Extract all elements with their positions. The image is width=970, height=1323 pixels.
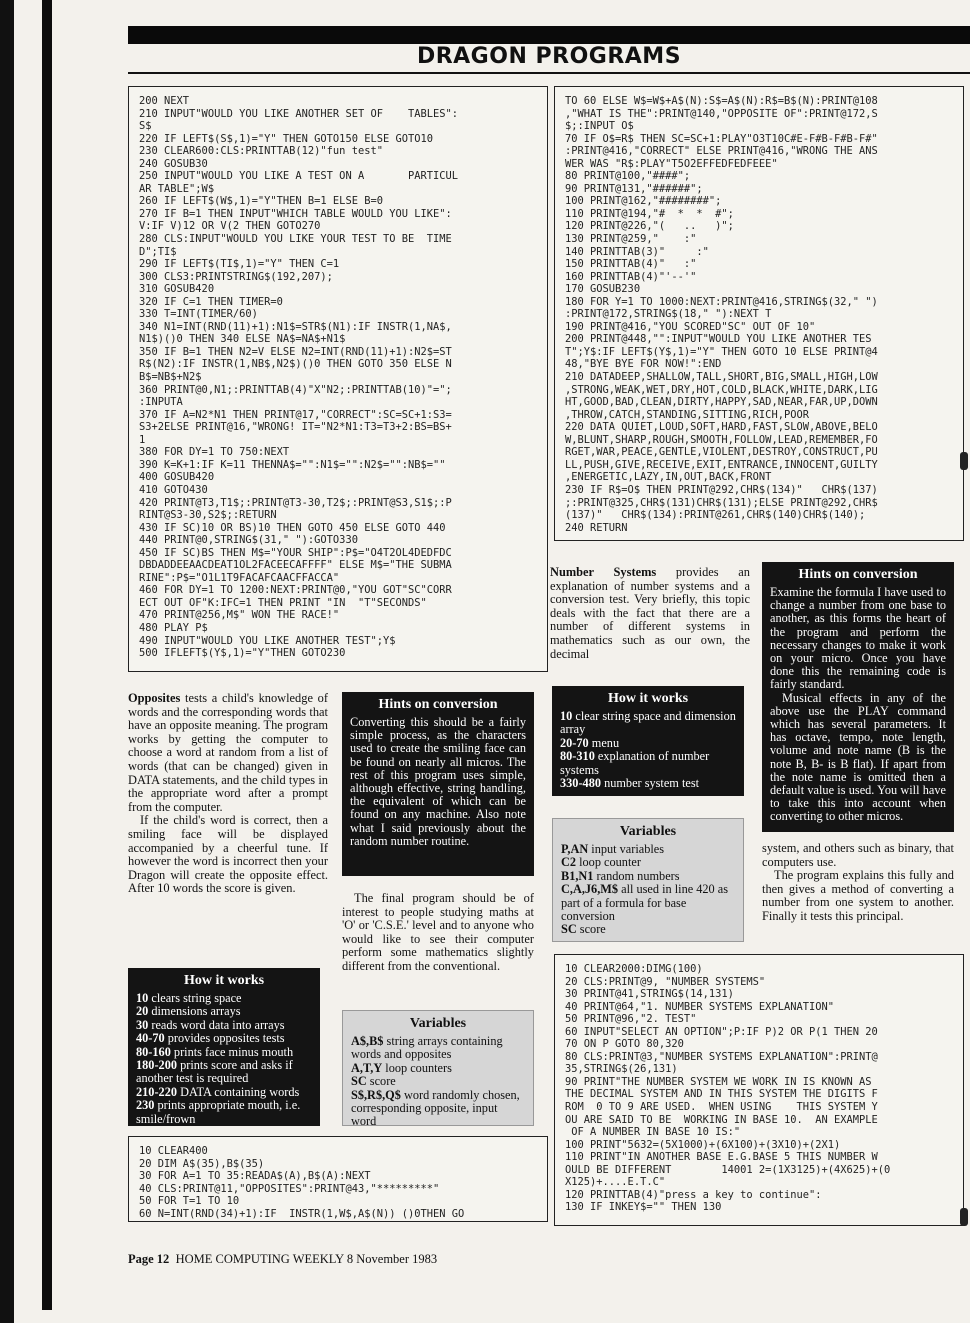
code-line: 30 PRINT@41,STRING$(14,131) [565,988,734,1001]
code-line: 140 PRINTTAB(3)" :" [565,245,709,258]
code-line: 50 FOR T=1 TO 10 [139,1195,240,1208]
page-edge-mark [960,452,968,470]
code-line: 310 GOSUB420 [139,283,215,296]
how-it-works-title: How it works [183,973,265,988]
code-line: 230 IF R$=O$ THEN PRINT@292,CHR$(134)" CHR$(137) [565,483,878,496]
code-line: OULD BE DIFFERENT 14001 2=(1X3125)+(4X625)+(0 [565,1163,891,1176]
code-line: 240 GOSUB30 [139,157,208,170]
code-line: 90 PRINT"THE NUMBER SYSTEM WE WORK IN IS KNOWN AS [565,1075,872,1088]
box-line: S$,R$,Q$ word randomly chosen, corresponding opposite, input word [351,1087,520,1129]
number-systems-para-1: provides an explanation of number systems and a conversion test. Very briefly, this topic deals with the fact that there are a number of different systems in mathematics such as our own, the decimal [550,565,750,661]
code-line: 280 CLS:INPUT"WOULD YOU LIKE YOUR TEST TO BE TIME [139,233,452,246]
code-line: 350 IF B=1 THEN N2=V ELSE N2=INT(RND(11)+1):N2$=ST [139,345,452,358]
code-line: ,STRONG,WEAK,WET,DRY,HOT,COLD,BLACK,WHITE,DARK,LIG [565,383,878,396]
code-line: 10 CLEAR2000:DIMG(100) [565,963,703,975]
number-systems-article [550,566,750,661]
code-line: 430 IF SC)10 OR BS)10 THEN GOTO 450 ELSE GOTO 440 [139,521,446,534]
code-line: 480 PLAY P$ [139,621,208,634]
code-line: 370 IF A=N2*N1 THEN PRINT@17,"CORRECT":SC=SC+1:S3= [139,408,452,421]
code-line: 500 IFLEFT$(Y$,1)="Y"THEN GOTO230 [139,647,346,660]
code-line: :INPUTA [139,396,183,409]
box-line: C,A,J6,M$ all used in line 420 as part of a formula for base conversion [561,882,729,924]
code-line: 210 INPUT"WOULD YOU LIKE ANOTHER SET OF TABLES": [139,107,459,120]
code-line: 340 N1=INT(RND(11)+1):N1$=STR$(N1):IF INSTR(1,NA$, [139,320,452,333]
code-line: W,BLUNT,SHARP,ROUGH,SMOOTH,FOLLOW,LEAD,REMEMBER,FO [565,433,878,446]
code-line: ,THROW,CATCH,STANDING,SITTING,RICH,POOR [565,408,809,421]
code-line: 460 FOR DY=1 TO 1200:NEXT:PRINT@0,"YOU GOT"SC"CORR [139,584,452,597]
final-program-para: The final program should be of interest to people studying maths at 'O' or 'C.S.E.' level and to anyone who would like to see their computer perform some mathematics slightly different from the conventional. [342,891,534,973]
code-line: 100 PRINT@162,"########"; [565,195,722,208]
code-line: ;:PRINT@325,CHR$(131)CHR$(131);ELSE PRINT@292,CHR$ [565,496,878,509]
code-line: B$=NB$+N2$ [139,371,202,384]
code-line: 440 PRINT@0,STRING$(31," "):GOTO330 [139,534,358,547]
code-line: 110 PRINT@194,"# * * #"; [565,207,734,220]
code-line: LL,PUSH,GIVE,RECEIVE,EXIT,ENTRANCE,INNOCENT,GUILTY [565,458,878,471]
code-line: S3+2ELSE PRINT@16,"WRONG! IT="N2*N1:T3=T3+2:BS=BS+ [139,421,452,434]
code-line: AR TABLE";W$ [139,182,215,195]
code-line: 250 INPUT"WOULD YOU LIKE A TEST ON A PARTICUL [139,170,459,183]
code-line: 220 IF LEFT$(S$,1)="Y" THEN GOTO150 ELSE GOTO10 [139,132,434,145]
box-line: P,AN input variables [561,842,665,856]
hints-number-text: Examine the formula I have used to change a number from one base to another, as this forms the heart of the program and perform the necessary changes to make it work on your micro. Once you have done this the remaining code is fairly standard. [770,585,946,692]
code-line: 130 IF INKEY$="" THEN 130 [565,1201,722,1214]
number-systems-lead: Number Systems [550,565,657,579]
code-line: 70 IF O$=R$ THEN SC=SC+1:PLAY"O3T10C#E-F#B-F#B-F#" [565,132,878,145]
opposites-article [128,692,328,896]
code-line: :PRINT@172,STRING$(18," "):NEXT T [565,308,772,321]
header-rule [128,72,970,74]
code-line: 80 PRINT@100,"####"; [565,170,691,183]
box-line: 10 clear string space and dimension array [560,709,736,737]
hints-conversion-number-box [762,562,954,832]
code-line: 120 PRINT@226,"( .. )"; [565,220,734,233]
final-program-text [342,892,534,974]
code-line: R$(N2):IF INSTR(1,NB$,N2$)()0 THEN GOTO 350 ELSE N [139,358,452,371]
code-line: 380 FOR DY=1 TO 750:NEXT [139,446,290,459]
code-line: 270 IF B=1 THEN INPUT"WHICH TABLE WOULD YOU LIKE": [139,207,452,220]
code-line: S$ [139,120,152,133]
code-line: 210 DATADEEP,SHALLOW,TALL,SHORT,BIG,SMALL,HIGH,LOW [565,371,878,384]
code-line: 490 INPUT"WOULD YOU LIKE ANOTHER TEST";Y$ [139,634,396,647]
variables-number-box [552,818,744,942]
code-line: ECT OUT OF"K:IFC=1 THEN PRINT "IN "T"SECONDS" [139,596,427,609]
code-line: 10 CLEAR400 [139,1145,208,1157]
how-it-works-opposites-box [128,968,320,1126]
opposites-lead: Opposites [128,691,181,705]
page-footer [128,1252,437,1267]
box-line: B1,N1 random numbers [561,868,680,883]
code-line: $;:INPUT O$ [565,120,634,133]
code-listing-opposites-start [128,1136,548,1222]
code-line: V:IF V)12 OR V(2 THEN GOTO270 [139,220,321,233]
code-line: ,ENERGETIC,LAZY,IN,OUT,BACK,FRONT [565,471,772,484]
code-line: ,"WHAT IS THE":PRINT@140,"OPPOSITE OF":PRINT@172,S [565,107,878,120]
magazine-page [14,0,970,1323]
opposites-para-2: If the child's word is correct, then a smiling face will be displayed accompanied by a cheerful tune. If however the word is incorrect then your Dragon will create the opposite effect. After 10 words the score is given. [128,813,328,896]
code-line: 200 NEXT [139,95,190,107]
code-listing-opposites-main [128,86,548,672]
code-line: DBDADDEEAACDEAT1OL2FACEECAFFFF" ELSE M$="THE SUBMA [139,559,452,572]
code-line: HT,GOOD,BAD,CLEAN,DIRTY,HAPPY,SAD,NEAR,FAR,UP,DOWN [565,396,878,409]
code-line: 290 IF LEFT$(TI$,1)="Y" THEN C=1 [139,258,340,271]
code-line: 1 [139,433,146,446]
box-line: 230 prints appropriate mouth, i.e. smile/frown [136,1098,301,1126]
box-line: 20-70 menu [560,735,620,750]
code-line: 220 DATA QUIET,LOUD,SOFT,HARD,FAST,SLOW,ABOVE,BELO [565,421,878,434]
code-line: RINT@S3-30,S2$;:RETURN [139,509,277,522]
box-line: A,T,Y loop counters [351,1060,452,1075]
variables-opposites-box [342,1010,534,1129]
code-line: 400 GOSUB420 [139,471,215,484]
code-line: 120 PRINTTAB(4)"press a key to continue": [565,1188,822,1201]
code-line: 330 T=INT(TIMER/60) [139,308,258,321]
code-line: T";Y$:IF LEFT$(Y$,1)="Y" THEN GOTO 10 ELSE PRINT@4 [565,345,878,358]
number-systems-continued [762,842,954,924]
code-line: RINE":P$="O1L1T9FACAFCAACFFACCA" [139,571,340,584]
binding-shadow [42,0,52,1310]
code-line: 300 CLS3:PRINTSTRING$(192,207); [139,270,333,283]
box-line: 180-200 prints score and asks if another test is required [136,1058,293,1086]
code-line: (137)" CHR$(134):PRINT@261,CHR$(140)CHR$(140); [565,509,866,522]
code-line: 190 PRINT@416,"YOU SCORED"SC" OUT OF 10" [565,320,816,333]
publication: HOME COMPUTING WEEKLY 8 November 1983 [175,1252,438,1266]
code-line: RGET,WAR,PEACE,GENTLE,VIOLENT,DESTROY,CONSTRUCT,PU [565,446,878,459]
page-title: DRAGON PROGRAMS [416,44,682,69]
code-line: 110 PRINT"IN ANOTHER BASE E.G.BASE 5 THIS NUMBER W [565,1151,878,1164]
hints-conversion-opposites-box [342,692,534,876]
code-line: 20 DIM A$(35),B$(35) [139,1157,265,1170]
code-line: ROM 0 TO 9 ARE USED. WHEN USING THIS SYSTEM Y [565,1101,878,1114]
code-line: D";TI$ [139,245,177,258]
code-line: 100 PRINT"5632=(5X1000)+(6X100)+(3X10)+(2X1) [565,1138,841,1151]
code-line: 80 CLS:PRINT@3,"NUMBER SYSTEMS EXPLANATION":PRINT@ [565,1050,878,1063]
code-line: 320 IF C=1 THEN TIMER=0 [139,295,283,308]
code-line: 150 PRINTTAB(4)" :" [565,258,697,271]
how-it-works-number-box [552,686,744,796]
code-line: THE DECIMAL SYSTEM AND IN THIS SYSTEM THE DIGITS F [565,1088,878,1101]
box-line: C2 loop counter [561,855,641,870]
box-line: 40-70 provides opposites tests [136,1031,285,1046]
code-line: 390 K=K+1:IF K=11 THENNA$="":N1$="":N2$="":NB$="" [139,458,446,471]
code-line: N1$)()0 THEN 340 ELSE NA$=NA$+N1$ [139,333,346,346]
binding-edge [0,0,14,1323]
code-line: 470 PRINT@256,M$" WON THE RACE!" [139,609,340,622]
code-line: WER WAS "R$:PLAY"T5O2EFFEDFEDFEEE" [565,157,778,170]
code-line: 260 IF LEFT$(W$,1)="Y"THEN B=1 ELSE B=0 [139,195,383,208]
code-line: OU ARE SAID TO BE WORKING IN BASE 10. AN EXAMPLE [565,1113,878,1126]
code-line: 230 CLEAR600:CLS:PRINTTAB(12)"fun test" [139,145,383,158]
code-line: 240 RETURN [565,521,628,534]
code-line: 410 GOTO430 [139,483,208,496]
code-line: OF A NUMBER IN BASE 10 IS:" [565,1126,741,1139]
code-line: 360 PRINT@0,N1;:PRINTTAB(4)"X"N2;:PRINTTAB(10)"="; [139,383,452,396]
box-line: 80-160 prints face minus mouth [136,1044,294,1059]
box-line: A$,B$ string arrays containing words and opposites [351,1034,503,1062]
code-line: 170 GOSUB230 [565,283,641,296]
box-line: SC score [351,1074,396,1089]
box-line: SC score [561,922,606,937]
code-line: 40 PRINT@64,"1. NUMBER SYSTEMS EXPLANATION" [565,1000,834,1013]
hints-number-text-2: Musical effects in any of the above use the PLAY command which has several parameters. It has octave, tempo, note length, volume and note name (B is the note B, B- is B flat). If apart from the note name is omitted then a default value is used. You will have to take this into account when converting to other micros. [770,690,946,824]
number-systems-para-2: system, and others such as binary, that computers use. [762,841,954,869]
code-line: 130 PRINT@259," :" [565,233,697,246]
code-listing-opposites-continued [554,86,964,541]
code-listing-number-systems [554,954,964,1226]
box-line: 330-480 number system test [560,776,700,791]
code-line: 420 PRINT@T3,T1$;:PRINT@T3-30,T2$;:PRINT@S3,S1$;:P [139,496,452,509]
code-line: 200 PRINT@448,"":INPUT"WOULD YOU LIKE ANOTHER TES [565,333,872,346]
box-line: 210-220 DATA containing words [136,1084,300,1099]
how-it-works-number-title: How it works [607,691,689,706]
code-line: 160 PRINTTAB(4)"'--'" [565,270,697,283]
number-systems-para-3: The program explains this fully and then gives a method of converting a number from one system to another. Finally it tests this principal. [762,868,954,923]
hints-text: Converting this should be a fairly simple process, as the characters used to create the smiling face can be found on nearly all micros. The rest of this program uses simple, although effective, string handling, the equivalent of which can be found on any machine. Also note what I said previously about the random number routine. [350,715,526,848]
variables-title: Variables [409,1016,467,1031]
opposites-para-1: tests a child's knowledge of words and the corresponding words that have an opposite meaning. The program works by getting the computer to choose a word at random from a list of words (that can be changed) given in DATA statements, and the child types in the appropriate word after a prompt from the computer. [128,691,328,814]
code-line: 90 PRINT@131,"######"; [565,182,703,195]
header-bar [128,26,970,44]
code-line: 30 FOR A=1 TO 35:READA$(A),B$(A):NEXT [139,1170,371,1183]
code-line: TO 60 ELSE W$=W$+A$(N):S$=A$(N):R$=B$(N):PRINT@108 [565,95,878,107]
code-line: 40 CLS:PRINT@11,"OPPOSITES":PRINT@43,"*********" [139,1182,440,1195]
variables-number-title: Variables [619,824,677,839]
box-line: 10 clears string space [136,991,242,1005]
code-line: 50 PRINT@96,"2. TEST" [565,1013,697,1026]
code-line: 20 CLS:PRINT@9, "NUMBER SYSTEMS" [565,975,766,988]
box-line: 80-310 explanation of number systems [560,749,710,777]
code-line: 60 N=INT(RND(34)+1):IF INSTR(1,W$,A$(N)) ()0THEN GO [139,1207,465,1220]
hints-number-title: Hints on conversion [798,567,918,582]
code-line: 180 FOR Y=1 TO 1000:NEXT:PRINT@416,STRING$(32," ") [565,295,878,308]
code-line: :PRINT@416,"CORRECT" ELSE PRINT@416,"WRONG THE ANS [565,145,878,158]
code-line: 48,"BYE BYE FOR NOW!":END [565,358,722,371]
code-line: 35,STRING$(26,131) [565,1063,678,1076]
code-line: 70 ON P GOTO 80,320 [565,1038,684,1051]
code-line: X125)+....E.T.C" [565,1176,666,1189]
box-line: 20 dimensions arrays [136,1004,241,1019]
box-line: 30 reads word data into arrays [136,1017,285,1032]
page-edge-mark [960,1208,968,1226]
code-line: 60 INPUT"SELECT AN OPTION";P:IF P)2 OR P(1 THEN 20 [565,1025,878,1038]
page-number: Page 12 [128,1252,170,1266]
hints-title: Hints on conversion [378,697,498,712]
code-line: 450 IF SC)BS THEN M$="YOUR SHIP":P$="O4T2OL4DEDFDC [139,546,452,559]
